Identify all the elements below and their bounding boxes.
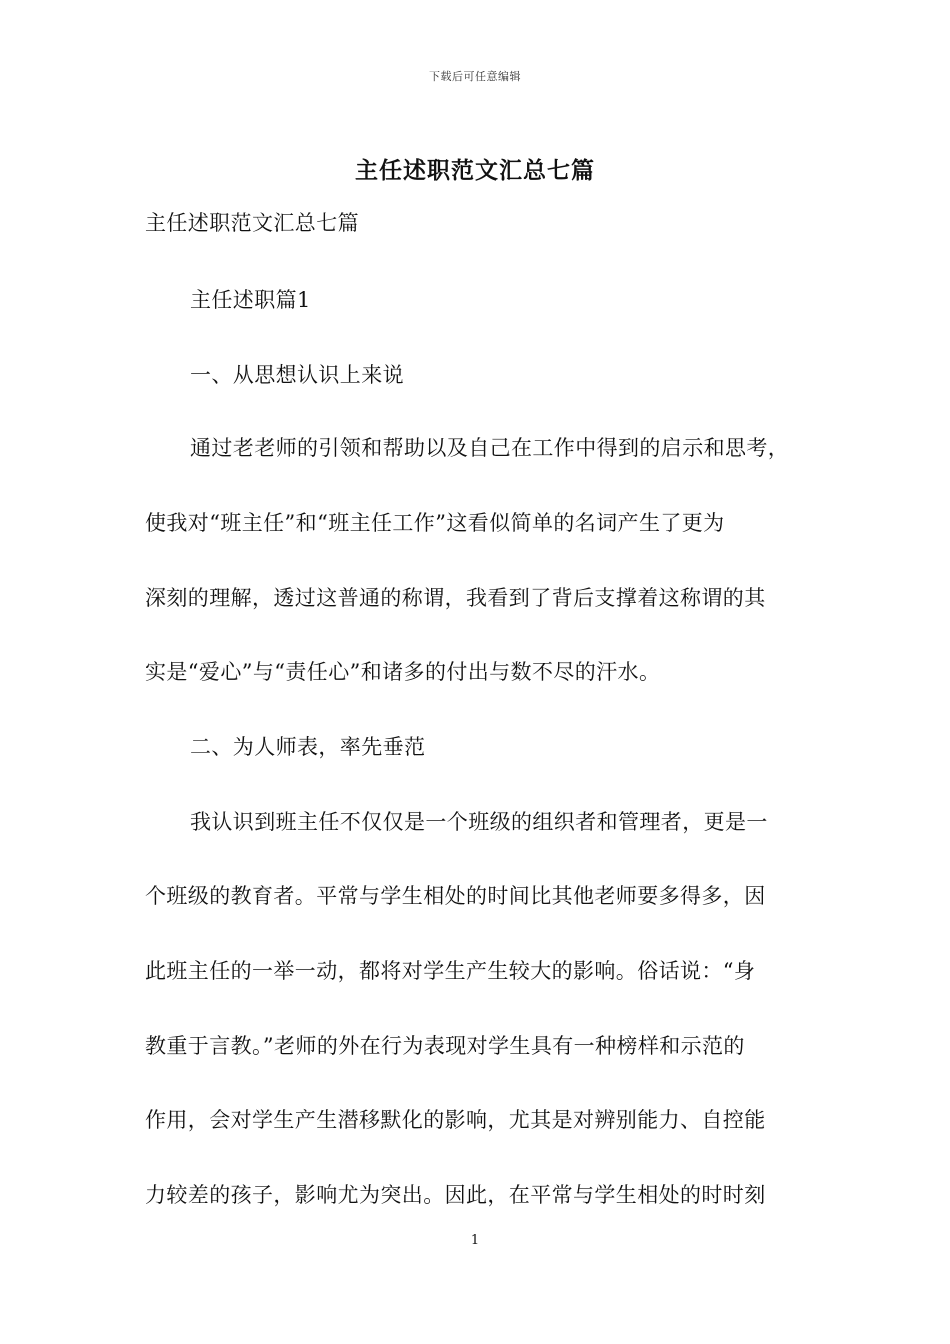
- paragraph-2-line: 教重于言教。”老师的外在行为表现对学生具有一种榜样和示范的: [145, 1034, 745, 1058]
- paragraph-2-line: 作用，会对学生产生潜移默化的影响，尤其是对辨别能力、自控能: [145, 1108, 766, 1132]
- heading-2: 二、为人师表，率先垂范: [190, 735, 426, 759]
- subtitle: 主任述职范文汇总七篇: [145, 211, 359, 235]
- paragraph-2-line: 个班级的教育者。平常与学生相处的时间比其他老师要多得多，因: [145, 884, 766, 908]
- document-title: 主任述职范文汇总七篇: [355, 157, 595, 184]
- paragraph-1-line: 通过老老师的引领和帮助以及自己在工作中得到的启示和思考，: [190, 436, 790, 460]
- section-heading: 主任述职篇1: [190, 288, 311, 312]
- paragraph-1-line: 深刻的理解，透过这普通的称谓，我看到了背后支撑着这称谓的其: [145, 586, 766, 610]
- paragraph-2-line: 力较差的孩子，影响尤为突出。因此，在平常与学生相处的时时刻: [145, 1183, 766, 1207]
- paragraph-1-line: 实是“爱心”与“责任心”和诸多的付出与数不尽的汗水。: [145, 660, 661, 684]
- header-note: 下载后可任意编辑: [429, 70, 521, 83]
- heading-1: 一、从思想认识上来说: [190, 363, 404, 387]
- page-number: 1: [470, 1233, 480, 1248]
- paragraph-2-line: 我认识到班主任不仅仅是一个班级的组织者和管理者，更是一: [190, 810, 768, 834]
- paragraph-2-line: 此班主任的一举一动，都将对学生产生较大的影响。俗话说：“身: [145, 959, 756, 983]
- paragraph-1-line: 使我对“班主任”和“班主任工作”这看似简单的名词产生了更为: [145, 511, 725, 535]
